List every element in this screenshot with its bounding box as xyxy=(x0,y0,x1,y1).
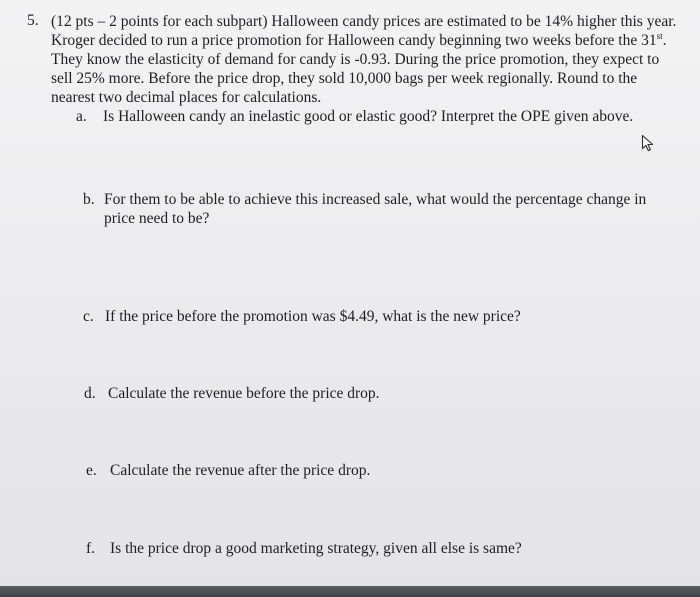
mouse-pointer-icon xyxy=(641,134,655,152)
subpart-text: If the price before the promotion was $4.49, what is the new price? xyxy=(105,308,521,325)
question-number: 5. xyxy=(27,12,39,29)
subpart-letter: b. xyxy=(83,191,95,208)
subpart-text: Calculate the revenue before the price drop. xyxy=(108,385,380,402)
subpart-letter: a. xyxy=(76,108,87,125)
subpart-letter: d. xyxy=(84,385,96,402)
subpart-text: For them to be able to achieve this increased sale, what would the percentage change in price need to be? xyxy=(104,191,647,227)
subpart-text: Calculate the revenue after the price drop. xyxy=(110,462,371,479)
subpart-letter: c. xyxy=(83,308,94,325)
ordinal-suffix: st xyxy=(656,30,663,41)
question-stem xyxy=(51,12,679,107)
subpart-text: Is the price drop a good marketing strategy, given all else is same? xyxy=(110,540,522,557)
question-stem-text-continued: . They know the elasticity of demand for candy is -0.93. During the price promotion, they expect to sell 25% more. Before the price drop, they sold 10,000 bags per week regionally. Round to the nearest two decimal places for calculations. xyxy=(51,32,667,106)
subpart-text: Is Halloween candy an inelastic good or elastic good? Interpret the OPE given above. xyxy=(103,108,634,125)
subpart-letter: f. xyxy=(86,540,96,557)
question-stem-text: (12 pts – 2 points for each subpart) Halloween candy prices are estimated to be 14% higher this year. Kroger decided to run a price promotion for Halloween candy beginning two weeks before the 31 xyxy=(51,13,677,49)
subpart-letter: e. xyxy=(86,462,97,479)
screen-bottom-edge xyxy=(0,586,700,597)
